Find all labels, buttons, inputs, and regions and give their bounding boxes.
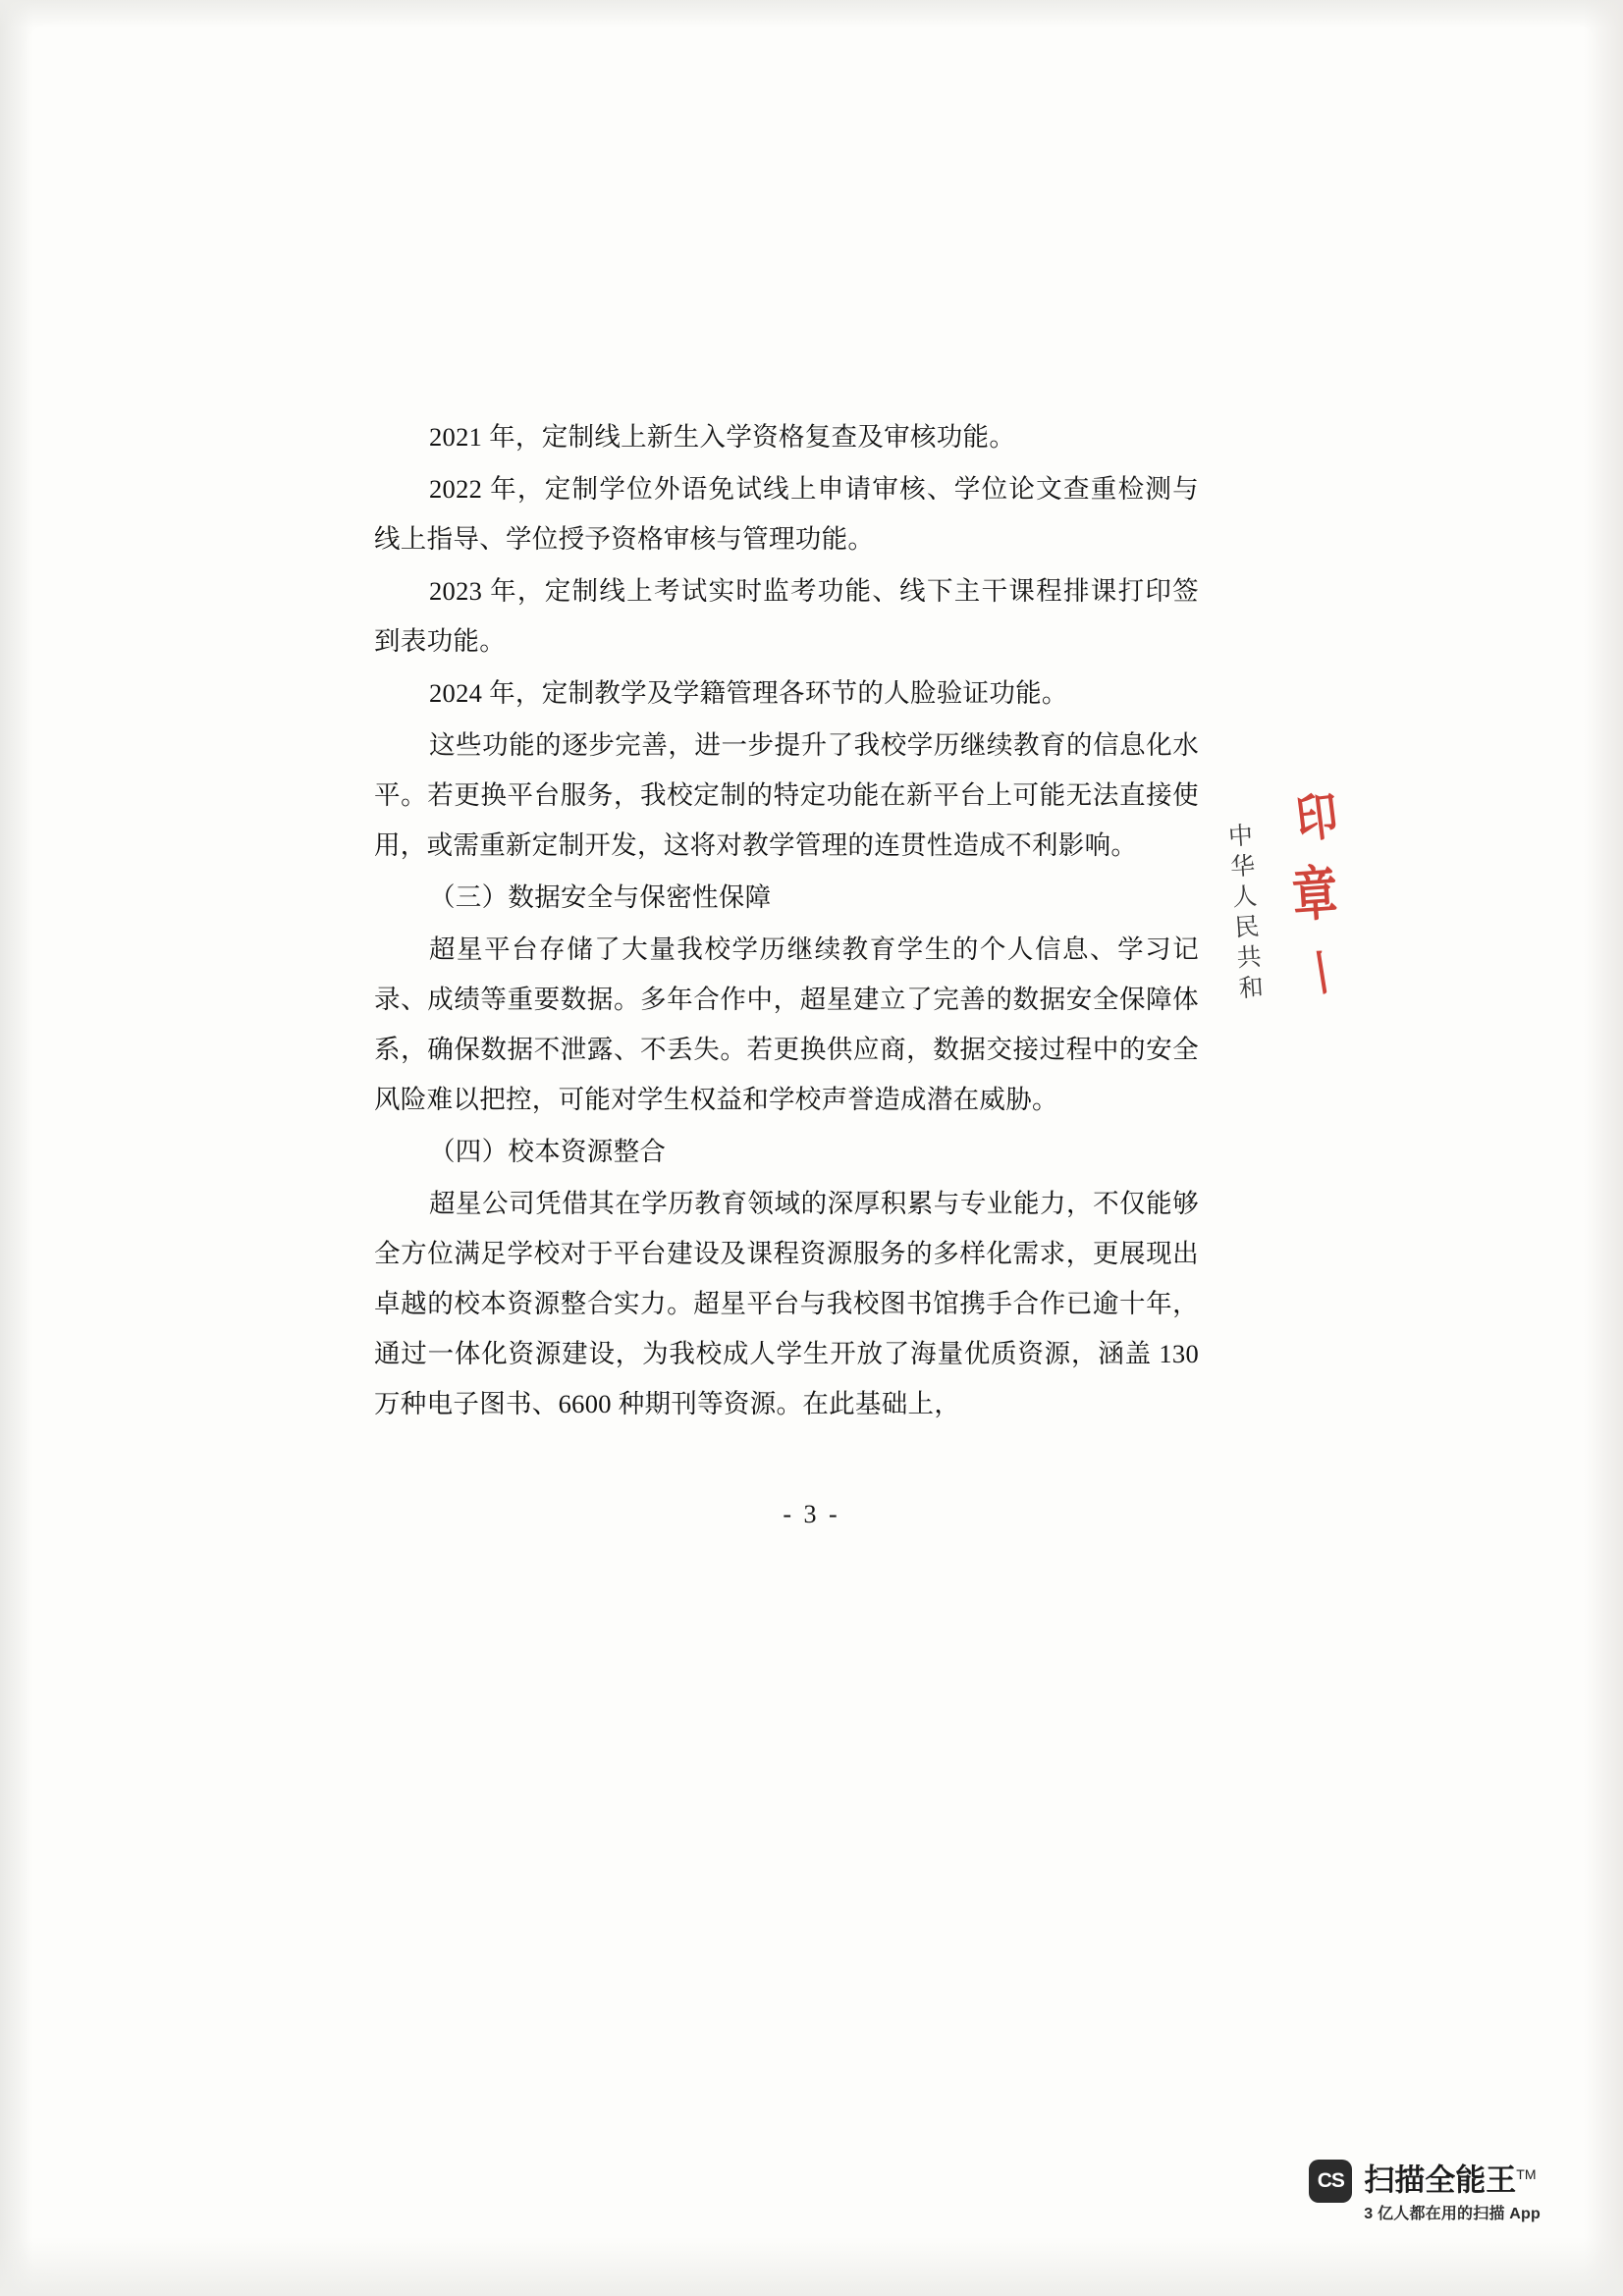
scan-edge-shadow-bottom <box>0 2237 1623 2296</box>
paragraph-campus-resources: 超星公司凭借其在学历教育领域的深厚积累与专业能力，不仅能够全方位满足学校对于平台建设及课程资源服务的多样化需求，更展现出卓越的校本资源整合实力。超星平台与我校图书馆携手合作已逾十年，通过一体化资源建设，为我校成人学生开放了海量优质资源，涵盖 130 万种电子图书、6600 种期刊等资源。在此基础上， <box>374 1189 1199 1418</box>
camscanner-logo-icon: CS <box>1309 2160 1352 2203</box>
section-heading-three: （三）数据安全与保密性保障 <box>429 882 772 912</box>
page-number: - 3 - <box>783 1500 840 1528</box>
paragraph-2022: 2022 年，定制学位外语免试线上申请审核、学位论文查重检测与线上指导、学位授予资格审核与管理功能。 <box>374 474 1199 554</box>
camscanner-title <box>1364 2158 1541 2197</box>
seal-vertical-text: 中华人民共和 <box>1223 822 1264 1006</box>
paragraph-2024: 2024 年，定制教学及学籍管理各环节的人脸验证功能。 <box>429 678 1068 708</box>
paragraph-data-security: 超星平台存储了大量我校学历继续教育学生的个人信息、学习记录、成绩等重要数据。多年合作中，超星建立了完善的数据安全保障体系，确保数据不泄露、不丢失。若更换供应商，数据交接过程中的安全风险难以把控，可能对学生权益和学校声誉造成潜在威胁。 <box>374 934 1199 1114</box>
paragraph-2023: 2023 年，定制线上考试实时监考功能、线下主干课程排课打印签到表功能。 <box>374 576 1199 656</box>
camscanner-title-text: 扫描全能王 <box>1364 2163 1517 2197</box>
paragraph-2021: 2021 年，定制线上新生入学资格复查及审核功能。 <box>429 422 1016 452</box>
seal-mark-icon-3: 丨 <box>1298 944 1346 1003</box>
scan-edge-shadow-left <box>0 0 33 2296</box>
camscanner-watermark <box>1309 2158 1541 2223</box>
camscanner-subtitle: 3 亿人都在用的扫描 App <box>1364 2206 1541 2222</box>
section-heading-four: （四）校本资源整合 <box>429 1137 667 1166</box>
red-seal-stamp <box>1225 785 1353 1119</box>
scan-edge-shadow-right <box>1584 0 1623 2296</box>
paragraph-summary: 这些功能的逐步完善，进一步提升了我校学历继续教育的信息化水平。若更换平台服务，我校定制的特定功能在新平台上可能无法直接使用，或需重新定制开发，这将对教学管理的连贯性造成不利影响。 <box>374 730 1199 860</box>
scan-edge-shadow-top <box>0 0 1623 27</box>
document-body <box>374 412 1199 1431</box>
camscanner-text-block <box>1364 2158 1541 2223</box>
seal-mark-icon-2: 章 <box>1290 860 1340 930</box>
seal-mark-icon-1: 印 <box>1293 788 1339 850</box>
trademark-mark: TM <box>1516 2165 1537 2182</box>
